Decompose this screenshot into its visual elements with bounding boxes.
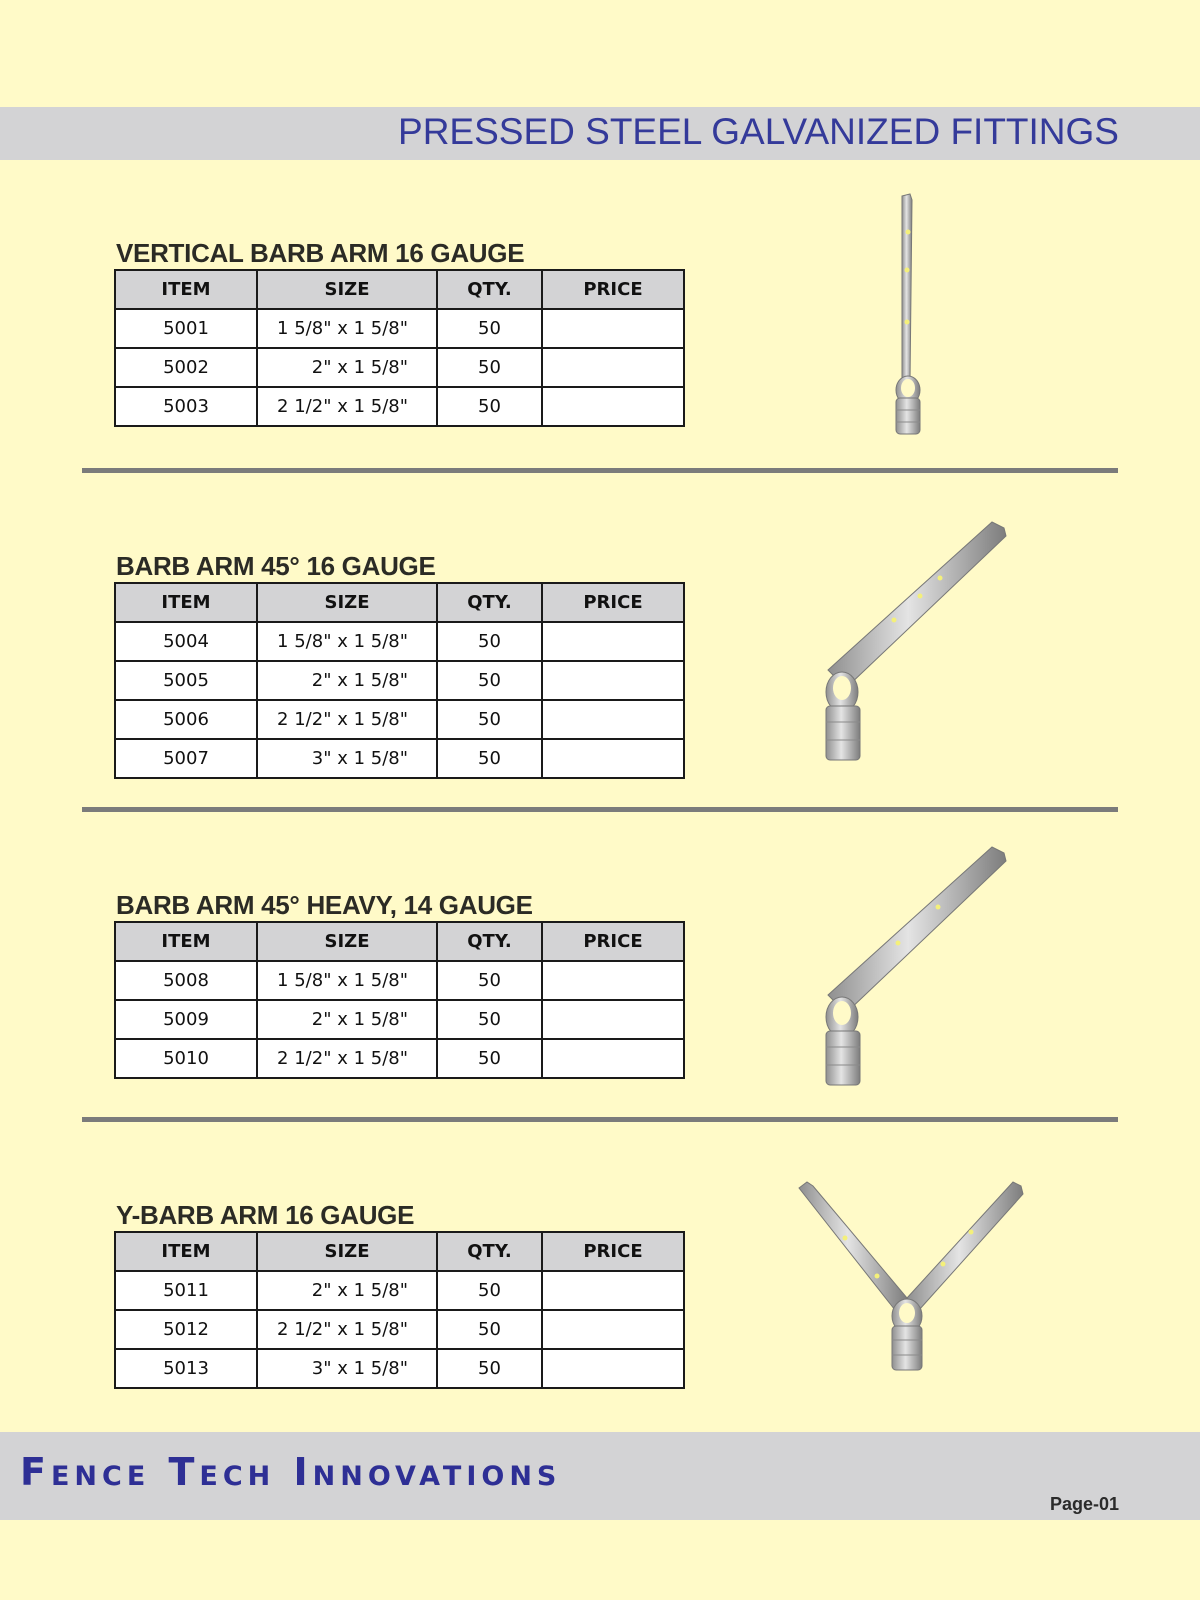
qty-cell: 50 (437, 622, 542, 661)
brand-name: Fence Tech Innovations (20, 1450, 562, 1494)
size-cell: 2 1/2" x 1 5/8" (257, 700, 437, 739)
y-barb-arm-image (795, 1180, 1035, 1375)
qty-cell: 50 (437, 661, 542, 700)
column-header-qty: QTY. (437, 922, 542, 961)
column-header-qty: QTY. (437, 270, 542, 309)
column-header-item: ITEM (115, 1232, 257, 1271)
price-cell (542, 309, 684, 348)
page-title: PRESSED STEEL GALVANIZED FITTINGS (398, 111, 1119, 152)
product-table-y-barb-arm (114, 1231, 685, 1389)
price-cell (542, 961, 684, 1000)
table-header-row (115, 270, 684, 309)
vertical-barb-arm-image (880, 192, 940, 440)
price-cell (542, 1000, 684, 1039)
size-cell: 2" x 1 5/8" (257, 1000, 437, 1039)
column-header-size: SIZE (257, 270, 437, 309)
size-cell: 2" x 1 5/8" (257, 1271, 437, 1310)
section-divider (82, 1117, 1118, 1122)
column-header-item: ITEM (115, 270, 257, 309)
price-cell (542, 622, 684, 661)
column-header-size: SIZE (257, 583, 437, 622)
column-header-item: ITEM (115, 922, 257, 961)
barb-arm-45-image (820, 520, 1010, 765)
price-cell (542, 387, 684, 426)
item-cell: 5005 (115, 661, 257, 700)
header-band (0, 107, 1200, 160)
table-row (115, 309, 684, 348)
size-cell: 2" x 1 5/8" (257, 348, 437, 387)
item-cell: 5007 (115, 739, 257, 778)
column-header-price: PRICE (542, 583, 684, 622)
product-table-vertical-barb-arm (114, 269, 685, 427)
section-title-barb-arm-45: BARB ARM 45° 16 GAUGE (116, 551, 436, 581)
table-row (115, 661, 684, 700)
size-cell: 1 5/8" x 1 5/8" (257, 309, 437, 348)
size-cell: 2" x 1 5/8" (257, 661, 437, 700)
column-header-price: PRICE (542, 1232, 684, 1271)
size-cell: 2 1/2" x 1 5/8" (257, 387, 437, 426)
column-header-size: SIZE (257, 1232, 437, 1271)
column-header-item: ITEM (115, 583, 257, 622)
qty-cell: 50 (437, 1271, 542, 1310)
table-header-row (115, 1232, 684, 1271)
qty-cell: 50 (437, 700, 542, 739)
item-cell: 5011 (115, 1271, 257, 1310)
column-header-price: PRICE (542, 270, 684, 309)
table-row (115, 1039, 684, 1078)
price-cell (542, 739, 684, 778)
item-cell: 5013 (115, 1349, 257, 1388)
table-row (115, 622, 684, 661)
price-cell (542, 348, 684, 387)
qty-cell: 50 (437, 348, 542, 387)
table-row (115, 1000, 684, 1039)
table-row (115, 348, 684, 387)
product-table-barb-arm-45 (114, 582, 685, 779)
size-cell: 3" x 1 5/8" (257, 739, 437, 778)
column-header-price: PRICE (542, 922, 684, 961)
column-header-qty: QTY. (437, 583, 542, 622)
item-cell: 5004 (115, 622, 257, 661)
size-cell: 3" x 1 5/8" (257, 1349, 437, 1388)
item-cell: 5010 (115, 1039, 257, 1078)
qty-cell: 50 (437, 309, 542, 348)
size-cell: 2 1/2" x 1 5/8" (257, 1310, 437, 1349)
price-cell (542, 1039, 684, 1078)
section-title-barb-arm-45-heavy: BARB ARM 45° HEAVY, 14 GAUGE (116, 890, 533, 920)
item-cell: 5002 (115, 348, 257, 387)
table-row (115, 1349, 684, 1388)
barb-arm-45-heavy-image (820, 845, 1010, 1090)
product-table-barb-arm-45-heavy (114, 921, 685, 1079)
page-number: Page-01 (1049, 1494, 1119, 1514)
price-cell (542, 700, 684, 739)
size-cell: 1 5/8" x 1 5/8" (257, 622, 437, 661)
qty-cell: 50 (437, 1039, 542, 1078)
qty-cell: 50 (437, 387, 542, 426)
table-header-row (115, 922, 684, 961)
table-row (115, 387, 684, 426)
table-row (115, 700, 684, 739)
column-header-size: SIZE (257, 922, 437, 961)
qty-cell: 50 (437, 1000, 542, 1039)
section-title-vertical-barb-arm: VERTICAL BARB ARM 16 GAUGE (116, 238, 525, 268)
table-row (115, 739, 684, 778)
price-cell (542, 1349, 684, 1388)
table-row (115, 1271, 684, 1310)
item-cell: 5012 (115, 1310, 257, 1349)
table-header-row (115, 583, 684, 622)
size-cell: 2 1/2" x 1 5/8" (257, 1039, 437, 1078)
section-title-y-barb-arm: Y-BARB ARM 16 GAUGE (116, 1200, 415, 1230)
footer-band (0, 1432, 1200, 1520)
qty-cell: 50 (437, 1310, 542, 1349)
price-cell (542, 1310, 684, 1349)
column-header-qty: QTY. (437, 1232, 542, 1271)
qty-cell: 50 (437, 739, 542, 778)
price-cell (542, 661, 684, 700)
item-cell: 5003 (115, 387, 257, 426)
qty-cell: 50 (437, 1349, 542, 1388)
section-divider (82, 807, 1118, 812)
table-row (115, 961, 684, 1000)
item-cell: 5009 (115, 1000, 257, 1039)
item-cell: 5008 (115, 961, 257, 1000)
size-cell: 1 5/8" x 1 5/8" (257, 961, 437, 1000)
table-row (115, 1310, 684, 1349)
price-cell (542, 1271, 684, 1310)
item-cell: 5001 (115, 309, 257, 348)
qty-cell: 50 (437, 961, 542, 1000)
item-cell: 5006 (115, 700, 257, 739)
section-divider (82, 468, 1118, 473)
